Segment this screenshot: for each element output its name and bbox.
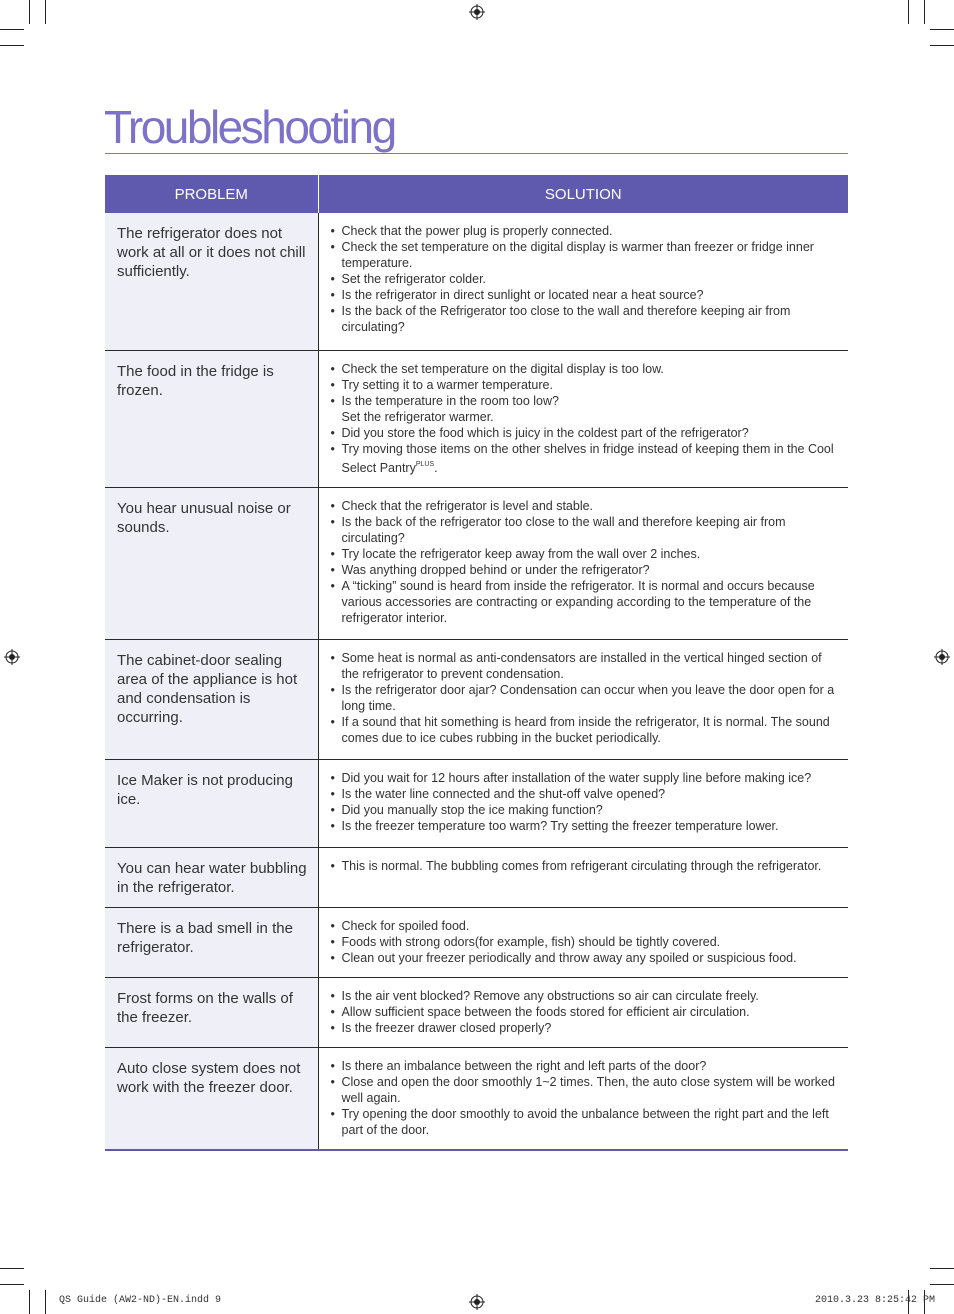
troubleshooting-table [105,175,848,1151]
solution-item: • Is the refrigerator in direct sunlight or located near a heat source? [331,287,841,303]
problem-cell: Frost forms on the walls of the freezer. [105,977,318,1047]
solution-item: • Some heat is normal as anti-condensators are installed in the vertical hinged section of the refrigerator to prevent condensation. [331,650,841,682]
registration-mark-icon [469,1294,485,1310]
table-row [105,350,848,487]
problem-cell: Ice Maker is not producing ice. [105,759,318,847]
crop-mark [0,1284,24,1285]
solution-cell [318,1047,848,1150]
solution-item: • Did you manually stop the ice making function? [331,802,841,818]
solution-item: • This is normal. The bubbling comes from refrigerant circulating through the refrigerator. [331,858,841,874]
solution-header: SOLUTION [318,175,848,213]
slug-filename: QS Guide (AW2-ND)-EN.indd 9 [59,1295,222,1306]
solution-cell [318,639,848,759]
solution-item: • Did you store the food which is juicy in the coldest part of the refrigerator? [331,425,841,441]
solution-item: • Is the freezer drawer closed properly? [331,1020,841,1036]
solution-item: • Try locate the refrigerator keep away from the wall over 2 inches. [331,546,841,562]
solution-list [331,650,841,746]
table-header-row [105,175,848,213]
table-row [105,977,848,1047]
crop-mark [45,1290,46,1314]
table-row [105,907,848,977]
solution-item: • Is the back of the Refrigerator too close to the wall and therefore keeping air from circulating? [331,303,841,335]
problem-header: PROBLEM [105,175,318,213]
table-row [105,1047,848,1150]
table-row [105,213,848,350]
registration-mark-icon [4,649,20,665]
crop-mark [930,1268,954,1269]
problem-cell: Auto close system does not work with the freezer door. [105,1047,318,1150]
solution-item: • Close and open the door smoothly 1~2 times. Then, the auto close system will be worked well again. [331,1074,841,1106]
crop-mark [0,45,24,46]
crop-mark [930,45,954,46]
solution-cell [318,977,848,1047]
page-title: Troubleshooting [104,101,395,153]
solution-cell [318,759,848,847]
solution-item: • Is the back of the refrigerator too close to the wall and therefore keeping air from circulating? [331,514,841,546]
crop-mark [29,0,30,24]
solution-cell [318,847,848,907]
solution-list [331,988,841,1036]
solution-item-text: Try moving those items on the other shelves in fridge instead of keeping them in the Cool Select Pantry [341,441,834,475]
solution-item: • Check for spoiled food. [331,918,841,934]
solution-list [331,770,841,834]
solution-list [331,918,841,966]
crop-mark [29,1290,30,1314]
problem-cell: There is a bad smell in the refrigerator. [105,907,318,977]
table-row [105,639,848,759]
crop-mark [908,0,909,24]
solution-item: • Allow sufficient space between the foods stored for efficient air circulation. [331,1004,841,1020]
solution-cell [318,350,848,487]
problem-cell: You can hear water bubbling in the refrigerator. [105,847,318,907]
solution-item: • Is the water line connected and the shut-off valve opened? [331,786,841,802]
solution-item: • If a sound that hit something is heard from inside the refrigerator, It is normal. The sound comes due to ice cubes rubbing in the bucket periodically. [331,714,841,746]
solution-list [331,498,841,626]
solution-item: • Was anything dropped behind or under the refrigerator? [331,562,841,578]
solution-item: • Foods with strong odors(for example, fish) should be tightly covered. [331,934,841,950]
solution-item: • Is the air vent blocked? Remove any obstructions so air can circulate freely. [331,988,841,1004]
solution-item: • Did you wait for 12 hours after installation of the water supply line before making ice? [331,770,841,786]
solution-item-text: Is the temperature in the room too low? [341,393,559,408]
solution-item [331,441,841,476]
crop-mark [930,29,954,30]
crop-mark [924,0,925,24]
solution-list [331,858,841,874]
table-row [105,847,848,907]
crop-mark [45,0,46,24]
solution-list [331,361,841,476]
solution-list [331,223,841,335]
slug-timestamp: 2010.3.23 8:25:42 PM [815,1295,936,1306]
solution-item: • Is the freezer temperature too warm? Try setting the freezer temperature lower. [331,818,841,834]
solution-item: • Is the refrigerator door ajar? Condensation can occur when you leave the door open for a long time. [331,682,841,714]
registration-mark-icon [934,649,950,665]
solution-item: • Is there an imbalance between the right and left parts of the door? [331,1058,841,1074]
solution-item: • Set the refrigerator colder. [331,271,841,287]
solution-item: • A “ticking” sound is heard from inside the refrigerator. It is normal and occurs because various accessories are contracting or expanding according to the temperature of the refrigerator interior. [331,578,841,626]
solution-item: • Check that the refrigerator is level and stable. [331,498,841,514]
solution-item: • Try setting it to a warmer temperature. [331,377,841,393]
plus-superscript: PLUS [415,460,435,468]
registration-mark-icon [469,4,485,20]
table-row [105,759,848,847]
solution-item: • Try opening the door smoothly to avoid the unbalance between the right part and the left part of the door. [331,1106,841,1138]
crop-mark [0,1268,24,1269]
problem-cell: The refrigerator does not work at all or it does not chill sufficiently. [105,213,318,350]
crop-mark [0,29,24,30]
solution-item: • Check the set temperature on the digital display is too low. [331,361,841,377]
problem-cell: You hear unusual noise or sounds. [105,487,318,639]
title-divider [105,153,848,154]
solution-item-continuation: Set the refrigerator warmer. [341,409,494,424]
solution-cell [318,213,848,350]
solution-cell [318,487,848,639]
problem-cell: The food in the fridge is frozen. [105,350,318,487]
solution-item: • Check the set temperature on the digital display is warmer than freezer or fridge inner temperature. [331,239,841,271]
problem-cell: The cabinet-door sealing area of the appliance is hot and condensation is occurring. [105,639,318,759]
solution-item [331,393,841,425]
solution-item: • Clean out your freezer periodically and throw away any spoiled or suspicious food. [331,950,841,966]
solution-cell [318,907,848,977]
solution-item: • Check that the power plug is properly connected. [331,223,841,239]
solution-list [331,1058,841,1138]
solution-item-suffix: . [434,460,438,475]
table-row [105,487,848,639]
crop-mark [930,1284,954,1285]
